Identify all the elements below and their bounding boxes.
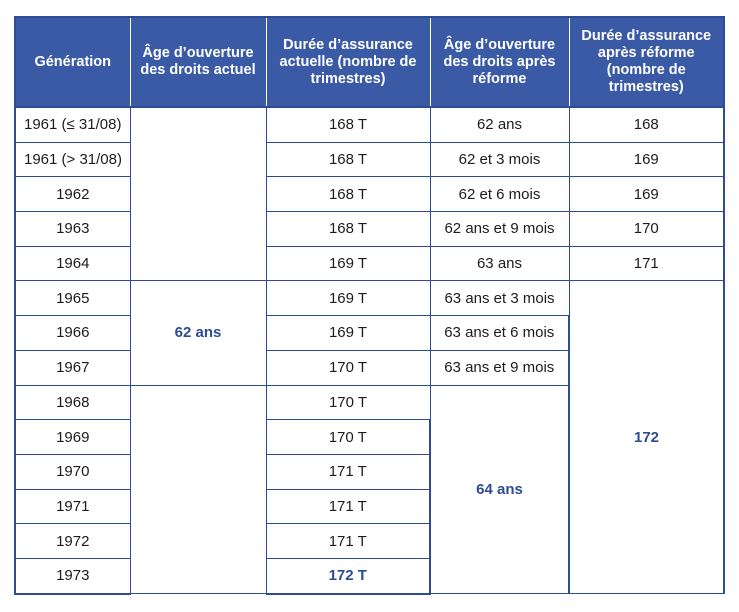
cell-duree-actuelle: 170 T (266, 420, 430, 455)
cell-duree-actuelle: 169 T (266, 281, 430, 316)
cell-generation: 1963 (15, 212, 130, 247)
cell-duree-actuelle: 168 T (266, 107, 430, 142)
cell-duree-reforme: 169 (569, 142, 724, 177)
cell-generation: 1961 (> 31/08) (15, 142, 130, 177)
cell-duree-actuelle: 171 T (266, 524, 430, 559)
cell-duree-reforme: 168 (569, 107, 724, 142)
cell-age-reforme-merged: 64 ans (430, 385, 569, 594)
cell-duree-actuelle: 168 T (266, 177, 430, 212)
cell-generation: 1966 (15, 316, 130, 351)
cell-age-reforme: 63 ans et 6 mois (430, 316, 569, 351)
cell-generation: 1969 (15, 420, 130, 455)
header-generation: Génération (15, 17, 130, 107)
cell-age-reforme: 62 ans et 9 mois (430, 212, 569, 247)
table-row (15, 281, 724, 316)
cell-age-actuel-empty-bottom (130, 385, 266, 594)
cell-duree-actuelle: 169 T (266, 316, 430, 351)
cell-generation: 1971 (15, 489, 130, 524)
cell-duree-actuelle: 168 T (266, 142, 430, 177)
cell-generation: 1961 (≤ 31/08) (15, 107, 130, 142)
header-age-actuel: Âge d’ouverture des droits actuel (130, 17, 266, 107)
cell-age-reforme: 63 ans et 9 mois (430, 350, 569, 385)
header-row (15, 17, 724, 107)
header-age-reforme: Âge d’ouverture des droits après réforme (430, 17, 569, 107)
cell-age-reforme: 62 et 3 mois (430, 142, 569, 177)
cell-duree-actuelle-highlight: 172 T (266, 558, 430, 593)
cell-generation: 1970 (15, 454, 130, 489)
cell-duree-actuelle: 168 T (266, 212, 430, 247)
header-duree-reforme: Durée d’assurance après réforme (nombre de trimestres) (569, 17, 724, 107)
table-row (15, 142, 724, 177)
cell-generation: 1973 (15, 558, 130, 593)
cell-age-actuel-merged: 62 ans (130, 281, 266, 385)
table-row (15, 246, 724, 281)
table-row (15, 212, 724, 247)
cell-age-reforme: 62 et 6 mois (430, 177, 569, 212)
cell-age-reforme: 62 ans (430, 107, 569, 142)
cell-duree-actuelle: 171 T (266, 454, 430, 489)
cell-duree-actuelle: 170 T (266, 385, 430, 420)
cell-generation: 1962 (15, 177, 130, 212)
cell-duree-actuelle: 170 T (266, 350, 430, 385)
cell-age-reforme: 63 ans (430, 246, 569, 281)
cell-age-reforme: 63 ans et 3 mois (430, 281, 569, 316)
cell-generation: 1964 (15, 246, 130, 281)
cell-duree-reforme-merged: 172 (569, 281, 724, 594)
cell-generation: 1972 (15, 524, 130, 559)
cell-generation: 1965 (15, 281, 130, 316)
cell-duree-actuelle: 169 T (266, 246, 430, 281)
table-row (15, 177, 724, 212)
retirement-reform-table-container (14, 16, 725, 595)
cell-duree-reforme: 169 (569, 177, 724, 212)
cell-age-actuel-empty-top (130, 107, 266, 281)
cell-generation: 1968 (15, 385, 130, 420)
header-duree-actuelle: Durée d’assurance actuelle (nombre de trimestres) (266, 17, 430, 107)
cell-duree-reforme: 171 (569, 246, 724, 281)
cell-duree-actuelle: 171 T (266, 489, 430, 524)
table-row (15, 107, 724, 142)
cell-generation: 1967 (15, 350, 130, 385)
cell-duree-reforme: 170 (569, 212, 724, 247)
retirement-reform-table (14, 16, 725, 595)
